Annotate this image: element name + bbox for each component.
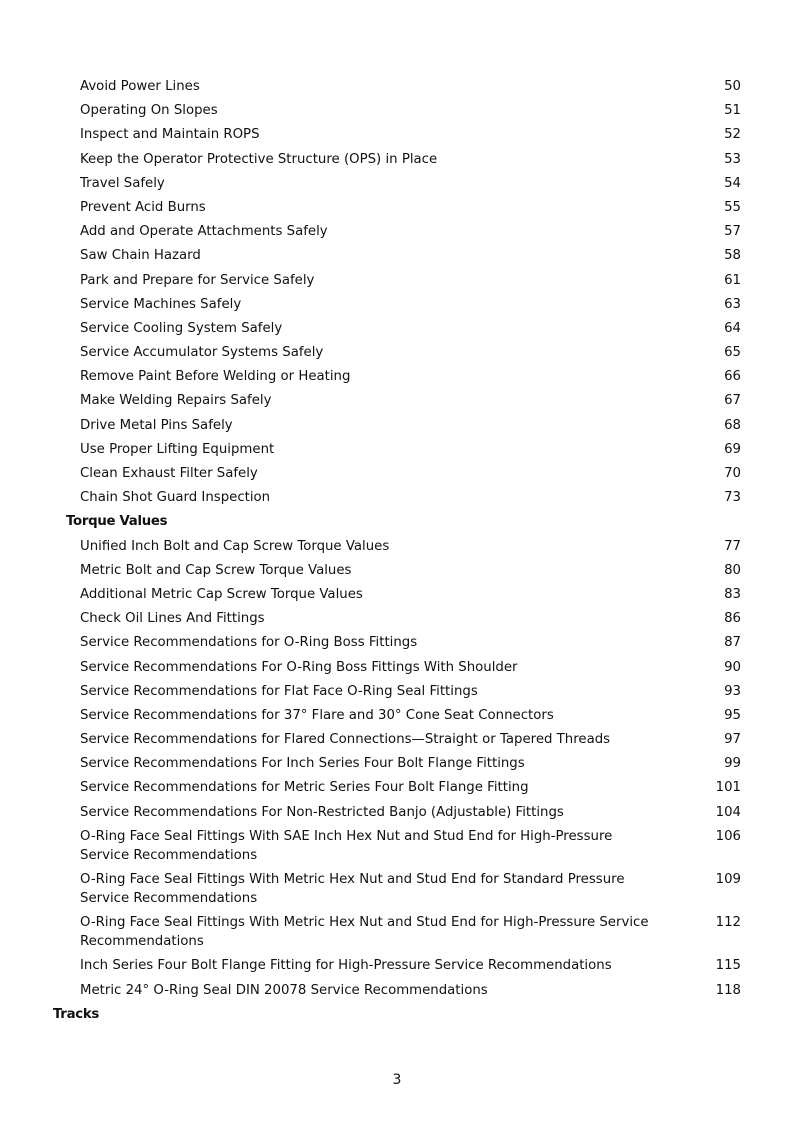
- toc-entry-page: 77: [724, 538, 741, 554]
- toc-entry[interactable]: [0, 343, 794, 362]
- toc-entry[interactable]: [0, 609, 794, 628]
- page-number: 3: [392, 1072, 402, 1088]
- toc-entry[interactable]: [0, 319, 794, 338]
- toc-entry-page: 58: [724, 248, 741, 264]
- toc-entry[interactable]: [0, 150, 794, 169]
- toc-entry-title: Metric 24° O-Ring Seal DIN 20078 Service Recommendations: [80, 982, 488, 998]
- toc-entry-title: Torque Values: [66, 514, 168, 530]
- toc-entry[interactable]: [0, 101, 794, 120]
- toc-entry-title: O-Ring Face Seal Fittings With SAE Inch Hex Nut and Stud End for High-Pressure Service Recommendations: [80, 828, 613, 863]
- toc-entry-title: Clean Exhaust Filter Safely: [80, 466, 258, 481]
- toc-entry-page: 99: [724, 756, 741, 772]
- toc-entry[interactable]: [0, 367, 794, 386]
- toc-entry-title: Service Recommendations for Flat Face O-Ring Seal Fittings: [80, 683, 478, 699]
- toc-entry-title: Service Machines Safely: [80, 296, 242, 312]
- toc-entry-title: Service Recommendations For Non-Restricted Banjo (Adjustable) Fittings: [80, 804, 564, 820]
- toc-entry-page: 70: [724, 466, 741, 481]
- toc-entry-title: Additional Metric Cap Screw Torque Values: [80, 586, 363, 602]
- toc-entry-page: 87: [724, 635, 741, 651]
- toc-entry-title: Keep the Operator Protective Structure (OPS) in Place: [80, 151, 438, 167]
- toc-entry[interactable]: [0, 778, 794, 797]
- toc-entry[interactable]: [0, 77, 794, 96]
- toc-entry-page: 51: [724, 103, 741, 119]
- toc-entry-title: Make Welding Repairs Safely: [80, 393, 272, 409]
- toc-entry[interactable]: [0, 706, 794, 725]
- toc-entry-page: 67: [724, 393, 741, 409]
- toc-entry-page: 95: [724, 707, 741, 723]
- toc-entry-page: 63: [724, 296, 741, 312]
- toc-section-heading[interactable]: [0, 1005, 794, 1024]
- toc-entry-title: Metric Bolt and Cap Screw Torque Values: [80, 562, 352, 578]
- toc-entry-title: Avoid Power Lines: [80, 79, 200, 94]
- toc-entry[interactable]: [0, 633, 794, 652]
- toc-entry-title: Service Recommendations for Metric Series Four Bolt Flange Fitting: [80, 780, 529, 796]
- toc-entry-page: 52: [724, 127, 741, 143]
- toc-entry-page: 54: [724, 175, 741, 191]
- toc-entry-page: 64: [724, 320, 741, 336]
- toc-entry-title: Inspect and Maintain ROPS: [80, 127, 260, 143]
- toc-entry[interactable]: [0, 271, 794, 290]
- toc-entry-title: Service Cooling System Safely: [80, 320, 283, 336]
- table-of-contents: [0, 77, 794, 1029]
- toc-entry-title: Add and Operate Attachments Safely: [80, 224, 328, 240]
- toc-entry-title: Saw Chain Hazard: [80, 248, 201, 264]
- toc-entry-page: 118: [715, 982, 741, 998]
- toc-entry-title: Service Recommendations for Flared Connections—Straight or Tapered Threads: [80, 732, 611, 748]
- toc-section-heading[interactable]: [0, 512, 794, 531]
- toc-entry[interactable]: [0, 537, 794, 556]
- toc-entry[interactable]: [0, 198, 794, 217]
- toc-entry-title: Chain Shot Guard Inspection: [80, 490, 271, 506]
- toc-entry-title: Service Accumulator Systems Safely: [80, 345, 324, 361]
- toc-entry-page: 57: [724, 224, 741, 240]
- toc-entry-title: Drive Metal Pins Safely: [80, 417, 233, 433]
- toc-entry[interactable]: [0, 464, 794, 483]
- toc-entry-title: Remove Paint Before Welding or Heating: [80, 369, 351, 385]
- toc-entry-title: Check Oil Lines And Fittings: [80, 611, 265, 627]
- toc-entry-page: 69: [724, 441, 741, 457]
- toc-entry-page: 104: [715, 804, 741, 820]
- toc-entry-title: Unified Inch Bolt and Cap Screw Torque Values: [80, 538, 390, 554]
- toc-entry[interactable]: [0, 174, 794, 193]
- toc-entry[interactable]: [0, 246, 794, 265]
- toc-entry-page: 55: [724, 199, 741, 215]
- toc-entry-title: Service Recommendations for 37° Flare and 30° Cone Seat Connectors: [80, 707, 554, 723]
- toc-entry-page: 83: [724, 586, 741, 602]
- toc-entry-title: Travel Safely: [80, 175, 165, 191]
- toc-entry[interactable]: [0, 827, 794, 865]
- toc-entry[interactable]: [0, 416, 794, 435]
- toc-entry-page: 86: [724, 611, 741, 627]
- toc-entry-page: 112: [715, 915, 741, 931]
- toc-entry[interactable]: [0, 803, 794, 822]
- toc-entry[interactable]: [0, 682, 794, 701]
- toc-entry-page: 73: [724, 490, 741, 506]
- toc-entry[interactable]: [0, 125, 794, 144]
- toc-entry-page: 53: [724, 151, 741, 167]
- toc-entry-page: 106: [715, 828, 741, 844]
- toc-entry-title: Service Recommendations for O-Ring Boss Fittings: [80, 635, 418, 651]
- toc-entry-page: 66: [724, 369, 741, 385]
- toc-entry-title: Prevent Acid Burns: [80, 199, 206, 215]
- toc-entry-page: 97: [724, 732, 741, 748]
- toc-entry-title: Service Recommendations For Inch Series Four Bolt Flange Fittings: [80, 756, 525, 772]
- toc-entry[interactable]: [0, 981, 794, 1000]
- toc-entry[interactable]: [0, 870, 794, 908]
- toc-entry-title: O-Ring Face Seal Fittings With Metric Hex Nut and Stud End for Standard Pressure Service Recommendations: [80, 872, 625, 906]
- toc-entry-page: 90: [724, 659, 741, 675]
- toc-entry[interactable]: [0, 561, 794, 580]
- toc-entry-page: 65: [724, 345, 741, 361]
- toc-entry-title: Use Proper Lifting Equipment: [80, 441, 275, 457]
- toc-entry-title: Inch Series Four Bolt Flange Fitting for High-Pressure Service Recommendations: [80, 958, 612, 974]
- toc-entry[interactable]: [0, 440, 794, 459]
- toc-entry[interactable]: [0, 956, 794, 975]
- toc-entry-page: 61: [724, 272, 741, 288]
- toc-entry[interactable]: [0, 754, 794, 773]
- toc-entry-title: Service Recommendations For O-Ring Boss Fittings With Shoulder: [80, 659, 518, 675]
- toc-entry-title: Tracks: [53, 1006, 99, 1022]
- toc-entry[interactable]: [0, 658, 794, 677]
- toc-entry-page: 50: [724, 79, 741, 94]
- toc-entry-page: 109: [715, 872, 741, 887]
- toc-entry-title: Operating On Slopes: [80, 103, 218, 119]
- toc-entry[interactable]: [0, 391, 794, 410]
- toc-entry-page: 93: [724, 683, 741, 699]
- toc-entry[interactable]: [0, 295, 794, 314]
- toc-entry-page: 80: [724, 562, 741, 578]
- toc-entry-title: O-Ring Face Seal Fittings With Metric Hex Nut and Stud End for High-Pressure Service Recommendations: [80, 915, 649, 950]
- toc-entry-title: Park and Prepare for Service Safely: [80, 272, 315, 288]
- toc-entry[interactable]: [0, 913, 794, 951]
- toc-entry-page: 101: [715, 780, 741, 796]
- toc-entry[interactable]: [0, 222, 794, 241]
- toc-entry[interactable]: [0, 488, 794, 507]
- toc-entry-page: 115: [715, 958, 741, 974]
- toc-entry-page: 68: [724, 417, 741, 433]
- toc-entry[interactable]: [0, 585, 794, 604]
- toc-entry[interactable]: [0, 730, 794, 749]
